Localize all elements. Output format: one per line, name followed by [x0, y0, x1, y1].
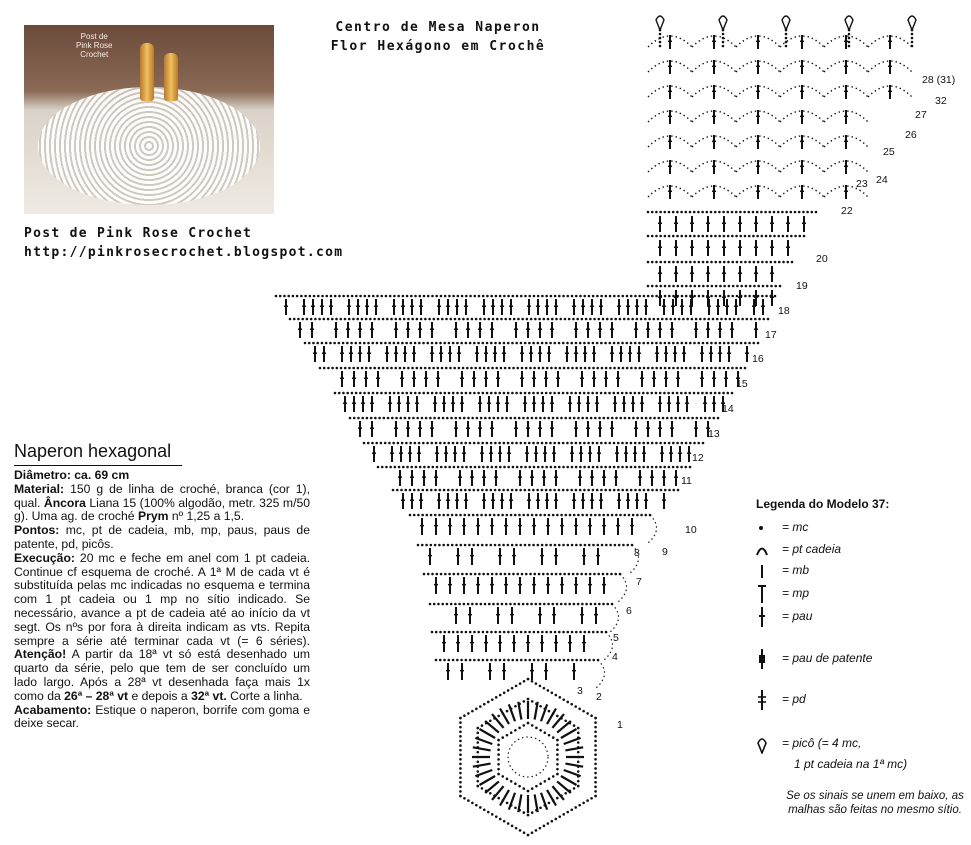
legend [756, 497, 966, 511]
title-line-1: Centro de Mesa Naperon [335, 20, 541, 35]
round-number: 22 [841, 205, 853, 217]
picot-icon [756, 734, 770, 754]
round-number: 5 [613, 632, 619, 644]
blog-link[interactable]: http://pinkrosecrochet.blogspot.com [24, 245, 344, 260]
round-number: 17 [765, 329, 777, 341]
round-number: 16 [752, 353, 764, 365]
round-number: 11 [681, 475, 692, 487]
round-number: 12 [692, 452, 704, 464]
round-number: 13 [708, 428, 720, 440]
legend-title: Legenda do Modelo 37: [756, 497, 890, 511]
round-number: 19 [796, 280, 808, 292]
round-number: 24 [876, 174, 888, 186]
short-bar-icon [756, 561, 770, 581]
round-number: 25 [883, 146, 895, 158]
pattern-title: Naperon hexagonal [14, 441, 182, 466]
round-number: 18 [778, 305, 790, 317]
round-number: 27 [915, 109, 927, 121]
photo-caption: Post de Pink Rose Crochet [76, 32, 113, 59]
round-number: 15 [736, 378, 748, 390]
cross-bar-icon [756, 607, 770, 627]
round-number: 23 [856, 178, 868, 190]
title-line-2: Flor Hexágono em Crochê [330, 39, 546, 54]
patent-bar-icon [756, 649, 770, 669]
round-number: 7 [636, 576, 642, 588]
round-number: 3 [577, 685, 583, 697]
round-number: 32 [935, 95, 947, 107]
round-number: 10 [685, 524, 697, 536]
t-bar-icon [756, 584, 770, 604]
round-number: 26 [905, 129, 917, 141]
credits-line: Post de Pink Rose Crochet [24, 226, 253, 241]
round-number: 6 [626, 605, 632, 617]
legend-note: Se os sinais se unem em baixo, as malhas são feitas no mesmo sítio. [786, 790, 964, 816]
pattern-instructions: Diâmetro: ca. 69 cm Material: 150 g de linha de croché, branca (cor 1), qual. Âncora Liana 15 (100% algodão, metr. 325 m/50 g). Uma ag. de croché Prym nº 1,25 a 1,5. Pontos: mc, pt de cadeia, mb, mp, paus, paus de patente, pd, picôs. Execução: 20 mc e feche em anel com 1 pt cadeia. Continue cf esquema de croché. A 1ª M de cada vt é substituída pelas mc indicadas no esquema e termina com 1 pt cadeia ou 1 mp no sítio indicado. Se necessário, avance a pt de cadeia até ao início da vt segt. Os nºs por fora à direita indicam as vts. Repita sempre a série até terminar cada vt (= 6 séries). Atenção! A partir da 18ª vt só está desenhado um quarto da série, pelo que tem de ser concluído um lado largo. Após a 28ª vt desenhada faça mais 1x como da 26ª – 28ª vt e depois a 32ª vt. Corte a linha. Acabamento: Estique o naperon, borrife com goma e deixe secar. [14, 468, 311, 731]
round-number: 14 [722, 403, 734, 415]
round-number: 8 [634, 547, 640, 559]
round-number: 1 [617, 719, 623, 731]
round-number: 9 [662, 546, 668, 558]
dot-icon [756, 518, 770, 538]
arc-icon [756, 540, 770, 560]
round-number: 28 (31) [922, 74, 956, 86]
round-number: 4 [612, 651, 618, 663]
round-number: 2 [596, 691, 602, 703]
round-number: 20 [816, 253, 828, 265]
double-cross-icon [756, 690, 770, 710]
